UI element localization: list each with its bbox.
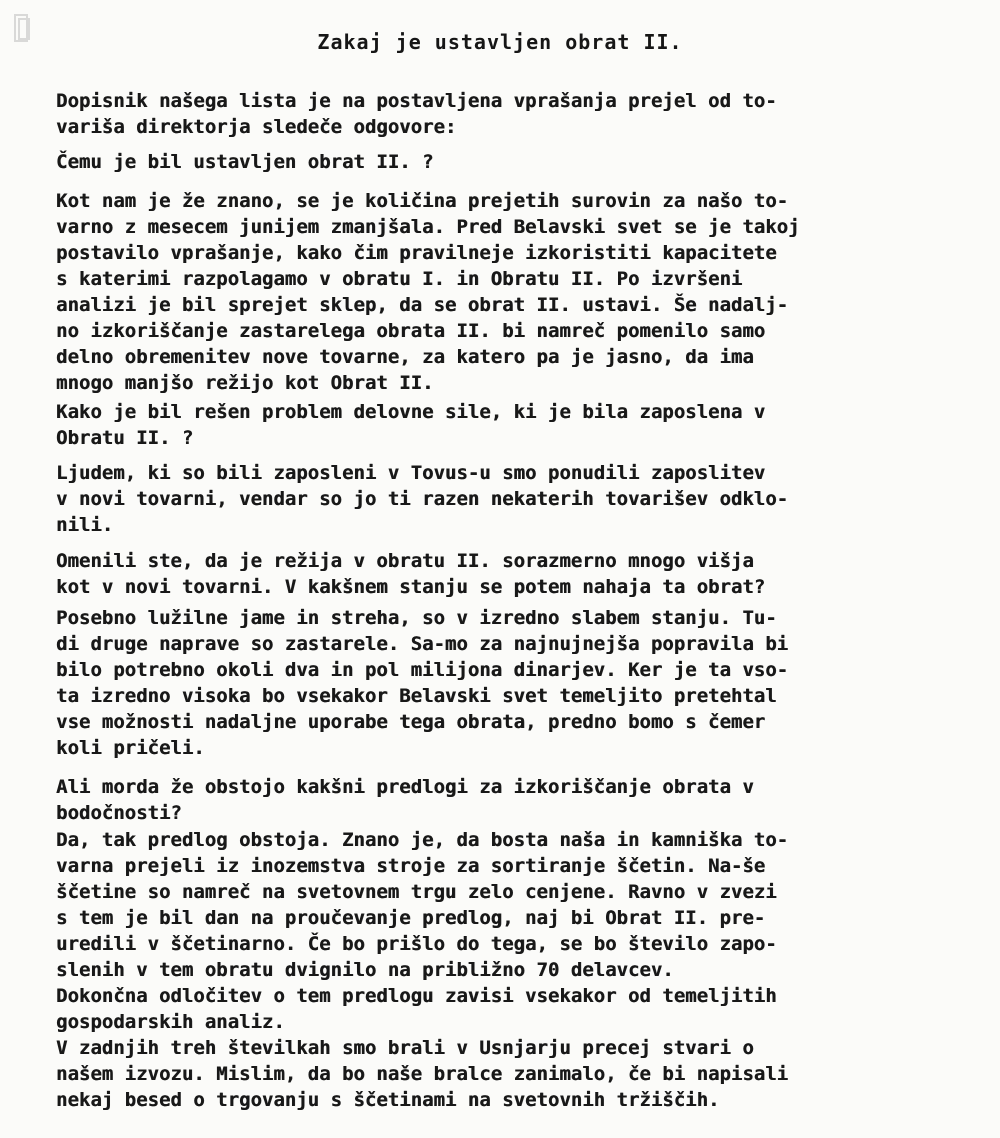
- answer-2: Ljudem, ki so bili zaposleni v Tovus-u smo ponudili zaposlitev v novi tovarni, vendar so jo ti razen nekaterih tovarišev odklo- nili.: [56, 462, 789, 536]
- answer-4: Da, tak predlog obstoja. Znano je, da bosta naša in kamniška to- varna prejeli iz inozemstva stroje za sortiranje ščetin. Na-še ščetine so namreč na svetovnem trgu zelo cenjene. Ravno v zvezi s tem je bil dan na proučevanje predlog, naj bi Obrat II. pre- uredili v ščetinarno. Če bo prišlo do tega, se bo število zapo- slenih v tem obratu dvignilo na približno 70 delavcev.: [56, 829, 789, 981]
- question-4: Ali morda že obstojo kakšni predlogi za izkoriščanje obrata v bodočnosti?: [56, 776, 754, 824]
- page-title: Zakaj je ustavljen obrat II.: [317, 30, 683, 54]
- intro-paragraph: Dopisnik našega lista je na postavljena vprašanja prejel od to- variša direktorja sledeče odgovore:: [56, 90, 777, 138]
- question-2: Kako je bil rešen problem delovne sile, ki je bila zaposlena v Obratu II. ?: [56, 401, 766, 449]
- question-3: Omenili ste, da je režija v obratu II. sorazmerno mnogo višja kot v novi tovarni. V kakšnem stanju se potem nahaja ta obrat?: [56, 550, 766, 598]
- answer-1: Kot nam je že znano, se je količina prejetih surovin za našo to- varno z mesecem junijem zmanjšala. Pred Belavski svet se je takoj postavilo vprašanje, kako čim pravilneje izkoristiti kapacitete s katerimi razpolagamo v obratu I. in Obratu II. Po izvršeni analizi je bil sprejet sklep, da se obrat II. ustavi. Še nadalj- no izkoriščanje zastarelega obrata II. bi namreč pomenilo samo delno obremenitev nove tovarne, za katero pa je jasno, da ima mnogo manjšo režijo kot Obrat II.: [56, 190, 800, 394]
- answer-3: Posebno lužilne jame in streha, so v izredno slabem stanju. Tu- di druge naprave so zastarele. Sa-mo za najnujnejša popravila bi bilo potrebno okoli dva in pol milijona dinarjev. Ker je ta vso- ta izredno visoka bo vsekakor Belavski svet temeljito pretehtal vse možnosti nadaljne uporabe tega obrata, predno bomo s čemer koli pričeli.: [56, 607, 789, 759]
- closing-paragraph: Dokončna odločitev o tem predlogu zavisi vsekakor od temeljitih gospodarskih analiz. V zadnjih treh številkah smo brali v Usnjarju precej stvari o našem izvozu. Mislim, da bo naše bralce zanimalo, če bi napisali nekaj besed o trgovanju s ščetinami na svetovnih tržiščih.: [56, 985, 789, 1111]
- question-1: Čemu je bil ustavljen obrat II. ?: [56, 151, 434, 173]
